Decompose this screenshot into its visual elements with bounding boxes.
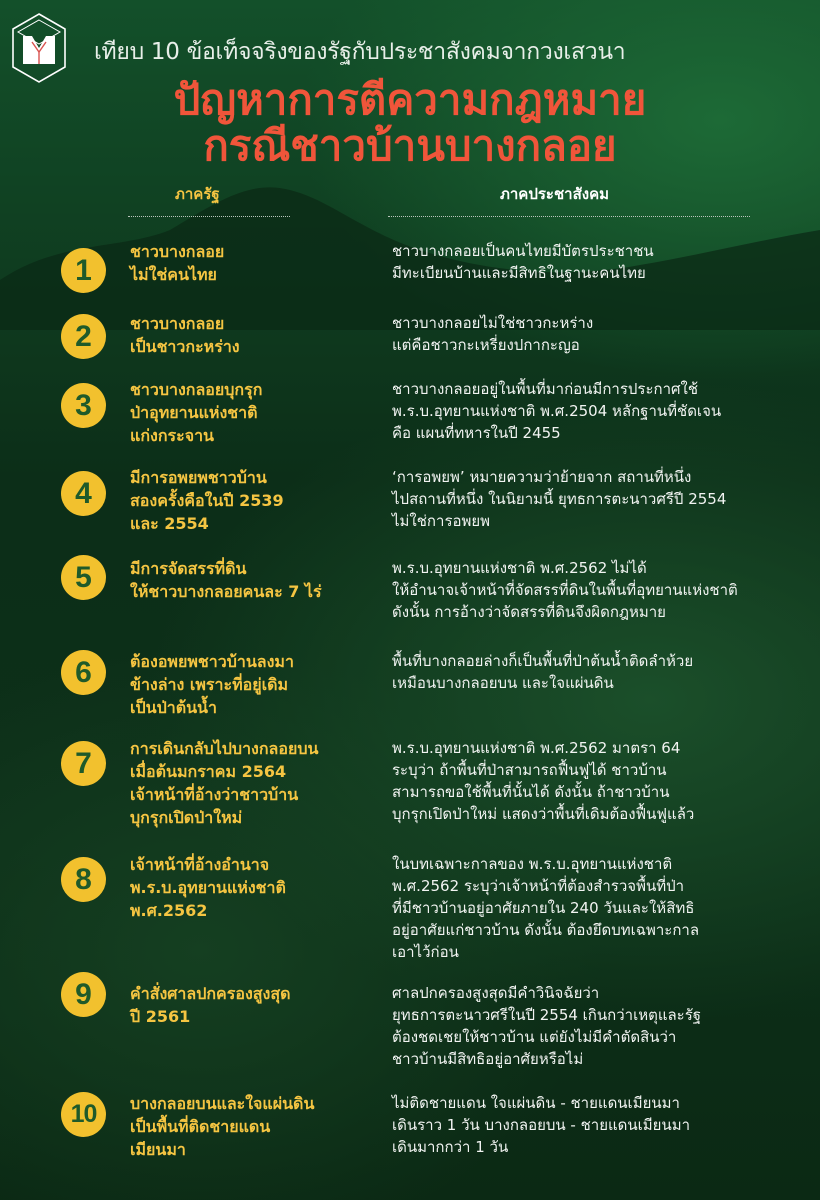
civil-society-response-line: ดังนั้น การอ้างว่าจัดสรรที่ดินจึงผิดกฎหมาย: [392, 603, 666, 621]
civil-society-response-line: ยุทธการตะนาวศรีในปี 2554 เกินกว่าเหตุและรัฐ: [392, 1006, 702, 1024]
civil-society-response-line: พ.ศ.2562 ระบุว่าเจ้าหน้าที่ต้องสำรวจพื้นที่ป่า: [392, 877, 685, 895]
state-claim: [130, 650, 294, 719]
state-claim-line: เจ้าหน้าที่อ้างว่าชาวบ้าน: [130, 785, 299, 804]
page-title-line-1: ปัญหาการตีความกฎหมาย: [173, 75, 647, 124]
civil-society-response-line: ระบุว่า ถ้าพื้นที่ป่าสามารถฟื้นฟูได้ ชาวบ้าน: [392, 761, 667, 779]
state-claim-line: เป็นพื้นที่ติดชายแดน: [130, 1117, 271, 1136]
state-claim-line: บุกรุกเปิดป่าใหม่: [130, 808, 243, 827]
civil-society-response: [392, 557, 738, 623]
fact-number-badge: 3: [61, 383, 106, 428]
civil-society-response-line: ในบทเฉพาะกาลของ พ.ร.บ.อุทยานแห่งชาติ: [392, 855, 673, 873]
state-claim: [130, 1092, 314, 1161]
fact-number-badge: 2: [61, 314, 106, 359]
civil-society-response-line: พ.ร.บ.อุทยานแห่งชาติ พ.ศ.2504 หลักฐานที่ชัดเจน: [392, 402, 722, 420]
civil-society-response-line: ชาวบางกลอยเป็นคนไทยมีบัตรประชาชน: [392, 242, 654, 260]
state-claim-line: ปี 2561: [130, 1007, 191, 1026]
civil-society-response-line: พ.ร.บ.อุทยานแห่งชาติ พ.ศ.2562 ไม่ได้: [392, 559, 647, 577]
state-claim-line: ไม่ใช่คนไทย: [130, 265, 217, 284]
state-claim-line: ป่าอุทยานแห่งชาติ: [130, 403, 258, 422]
civil-society-response-line: ชาวบ้านมีสิทธิอยู่อาศัยหรือไม่: [392, 1050, 584, 1068]
state-claim: [130, 853, 286, 922]
state-claim: [130, 737, 318, 829]
civil-society-response: [392, 378, 721, 444]
civil-society-response: [392, 853, 699, 963]
state-claim: [130, 240, 224, 286]
civil-society-response-line: พื้นที่บางกลอยล่างก็เป็นพื้นที่ป่าต้นน้ำติดลำห้วย: [392, 652, 694, 670]
civil-society-response-line: คือ แผนที่ทหารในปี 2455: [392, 424, 561, 442]
state-claim-line: บางกลอยบนและใจแผ่นดิน: [130, 1094, 315, 1113]
civil-society-response-line: เอาไว้ก่อน: [392, 943, 459, 961]
state-claim-line: เป็นชาวกะหร่าง: [130, 337, 240, 356]
state-claim-line: การเดินกลับไปบางกลอยบน: [130, 739, 319, 758]
state-claim-line: เป็นป่าต้นน้ำ: [130, 698, 217, 717]
logo-icon: [10, 12, 68, 84]
state-claim-line: ให้ชาวบางกลอยคนละ 7 ไร่: [130, 582, 322, 601]
state-claim-line: สองครั้งคือในปี 2539: [130, 491, 284, 510]
state-claim: [130, 312, 240, 358]
state-claim-line: ชาวบางกลอย: [130, 242, 225, 261]
state-claim-line: เมียนมา: [130, 1140, 186, 1159]
civil-society-response: [392, 737, 694, 825]
civil-society-response-line: เหมือนบางกลอยบน และใจแผ่นดิน: [392, 674, 614, 692]
state-claim-line: ข้างล่าง เพราะที่อยู่เดิม: [130, 675, 289, 694]
civil-society-response-line: ชาวบางกลอยไม่ใช่ชาวกะหร่าง: [392, 314, 594, 332]
state-claim-line: แก่งกระจาน: [130, 426, 214, 445]
civil-society-response: [392, 466, 726, 532]
civil-society-response: [392, 650, 693, 694]
state-claim: [130, 982, 291, 1028]
state-claim: [130, 466, 284, 535]
state-claim-line: คำสั่งศาลปกครองสูงสุด: [130, 984, 291, 1003]
civil-society-response-line: อยู่อาศัยแก่ชาวบ้าน ดังนั้น ต้องยึดบทเฉพาะกาล: [392, 921, 700, 939]
fact-number-badge: 10: [61, 1092, 106, 1137]
state-claim: [130, 557, 322, 603]
state-claim-line: ชาวบางกลอยบุกรุก: [130, 380, 263, 399]
fact-number-badge: 9: [61, 972, 106, 1017]
divider-civil-society: [388, 216, 750, 217]
column-header-civil-society: ภาคประชาสังคม: [500, 185, 609, 203]
state-claim-line: ชาวบางกลอย: [130, 314, 225, 333]
page-title-line-2: กรณีชาวบ้านบางกลอย: [203, 121, 617, 170]
civil-society-response: [392, 312, 593, 356]
civil-society-response: [392, 240, 654, 284]
state-claim-line: พ.ร.บ.อุทยานแห่งชาติ: [130, 878, 286, 897]
fact-number-badge: 6: [61, 650, 106, 695]
column-header-state: ภาครัฐ: [175, 185, 220, 203]
civil-society-response-line: พ.ร.บ.อุทยานแห่งชาติ พ.ศ.2562 มาตรา 64: [392, 739, 681, 757]
state-claim-line: เมื่อต้นมกราคม 2564: [130, 762, 287, 781]
state-claim-line: เจ้าหน้าที่อ้างอำนาจ: [130, 855, 270, 874]
fact-number-badge: 8: [61, 857, 106, 902]
state-claim-line: ต้องอพยพชาวบ้านลงมา: [130, 652, 294, 671]
civil-society-response-line: ไม่ติดชายแดน ใจแผ่นดิน - ชายแดนเมียนมา: [392, 1094, 680, 1112]
civil-society-response-line: เดินราว 1 วัน บางกลอยบน - ชายแดนเมียนมา: [392, 1116, 691, 1134]
civil-society-response-line: ต้องชดเชยให้ชาวบ้าน แต่ยังไม่มีคำตัดสินว่า: [392, 1028, 677, 1046]
fact-number-badge: 5: [61, 555, 106, 600]
civil-society-response-line: บุกรุกเปิดป่าใหม่ แสดงว่าพื้นที่เดิมต้องฟื้นฟูแล้ว: [392, 805, 695, 823]
civil-society-response-line: สามารถขอใช้พื้นที่นั้นได้ ดังนั้น ถ้าชาวบ้าน: [392, 783, 670, 801]
civil-society-response: [392, 1092, 690, 1158]
civil-society-response-line: ชาวบางกลอยอยู่ในพื้นที่มาก่อนมีการประกาศใช้: [392, 380, 699, 398]
fact-number-badge: 1: [61, 248, 106, 293]
civil-society-response-line: ศาลปกครองสูงสุดมีคำวินิจฉัยว่า: [392, 984, 600, 1002]
civil-society-response-line: ที่มีชาวบ้านอยู่อาศัยภายใน 240 วันและให้สิทธิ: [392, 899, 695, 917]
civil-society-response-line: เดินมากกว่า 1 วัน: [392, 1138, 509, 1156]
civil-society-response-line: ไม่ใช่การอพยพ: [392, 512, 491, 530]
civil-society-response-line: มีทะเบียนบ้านและมีสิทธิในฐานะคนไทย: [392, 264, 646, 282]
divider-state: [128, 216, 290, 217]
state-claim-line: และ 2554: [130, 514, 209, 533]
civil-society-response-line: ให้อำนาจเจ้าหน้าที่จัดสรรที่ดินในพื้นที่อุทยานแห่งชาติ: [392, 581, 738, 599]
civil-society-response: [392, 982, 701, 1070]
state-claim-line: มีการอพยพชาวบ้าน: [130, 468, 267, 487]
civil-society-response-line: ‘การอพยพ’ หมายความว่าย้ายจาก สถานที่หนึ่ง: [392, 468, 692, 486]
state-claim: [130, 378, 262, 447]
subtitle: เทียบ 10 ข้อเท็จจริงของรัฐกับประชาสังคมจากวงเสวนา: [94, 39, 626, 65]
fact-number-badge: 7: [61, 741, 106, 786]
state-claim-line: พ.ศ.2562: [130, 901, 208, 920]
civil-society-response-line: ไปสถานที่หนึ่ง ในนิยามนี้ ยุทธการตะนาวศรีปี 2554: [392, 490, 727, 508]
fact-number-badge: 4: [61, 471, 106, 516]
state-claim-line: มีการจัดสรรที่ดิน: [130, 559, 247, 578]
civil-society-response-line: แต่คือชาวกะเหรี่ยงปกากะญอ: [392, 336, 580, 354]
